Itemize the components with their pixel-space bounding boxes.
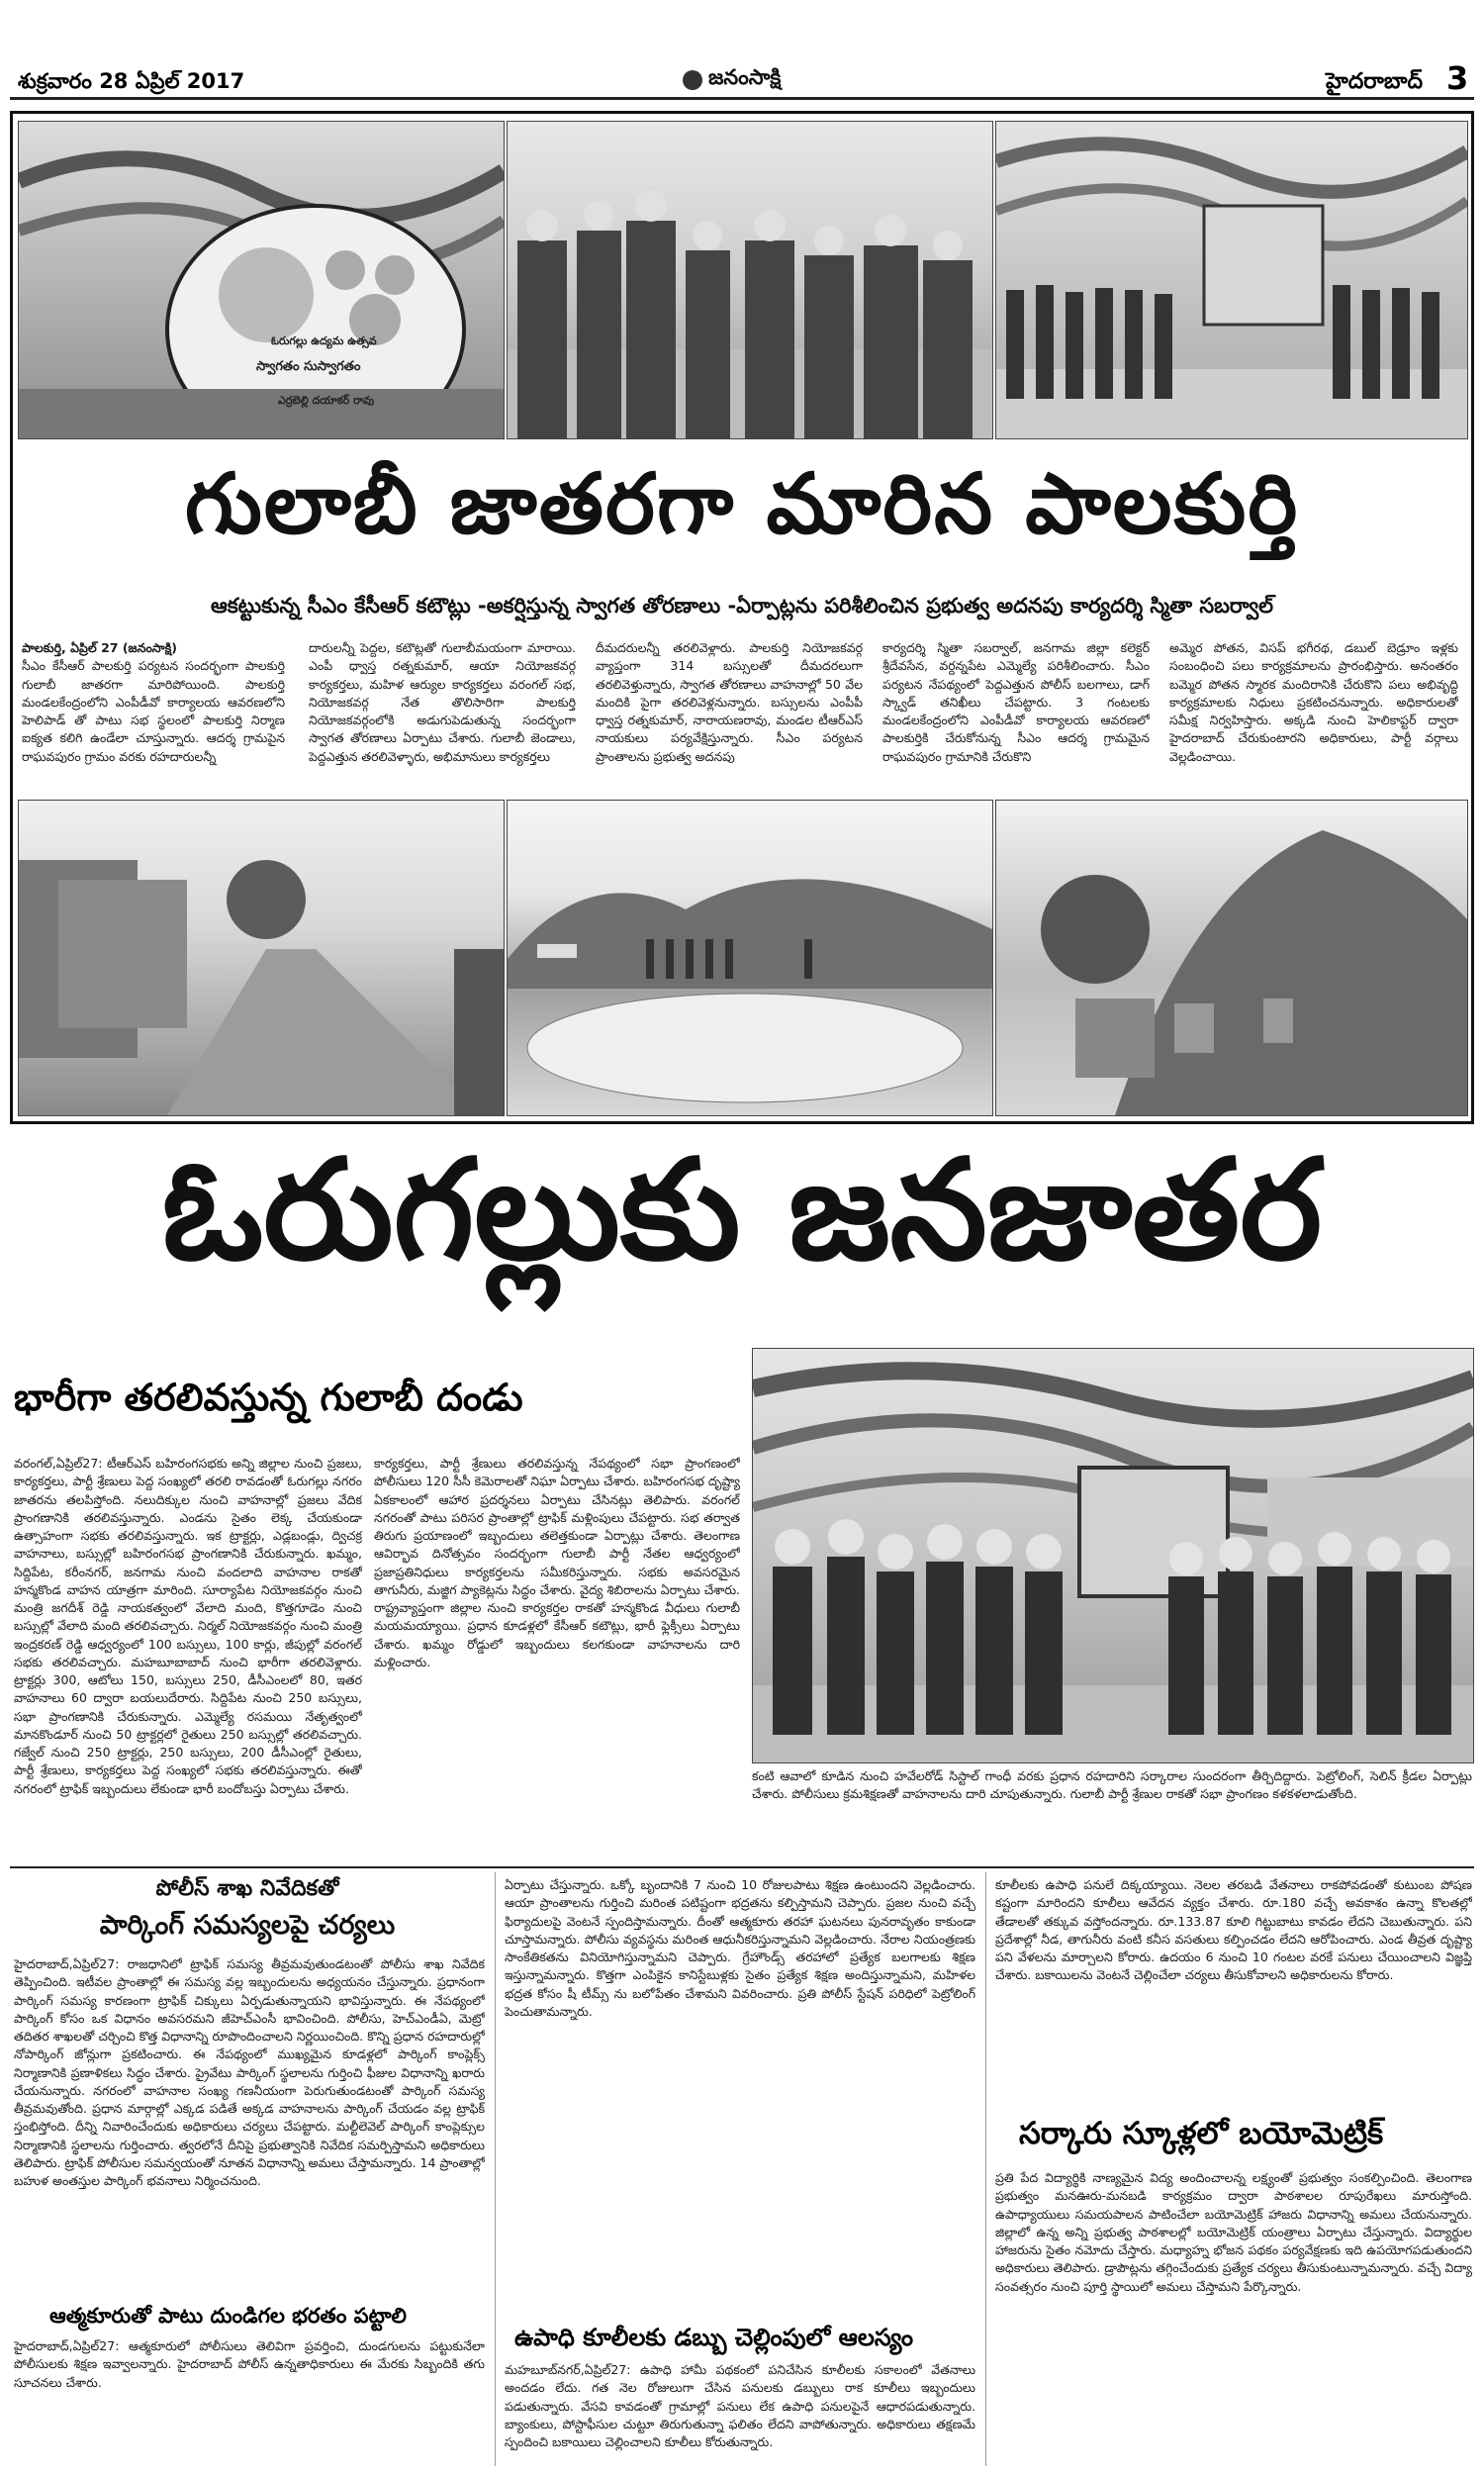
cutout-sign-line2: స్వాగతం సుస్వాగతం bbox=[256, 359, 361, 374]
story3-headline-line1 bbox=[10, 1876, 485, 1906]
hill-illustration bbox=[996, 801, 1467, 1115]
cutout-photo bbox=[18, 121, 505, 439]
story5-headline: సర్కారు స్కూళ్లలో బయోమెట్రిక్ bbox=[1019, 2116, 1384, 2151]
story2-headline-text: ఓరుగల్లుకు జనజాతర bbox=[161, 1130, 1323, 1291]
story1-column-4: కార్యదర్శి స్మితా సబర్వాల్, జనగామ జిల్లా కలెక్టర్ శ్రీదేవసేన, వర్దన్నపేట ఎమ్మెల్యే పరిశీలించారు. సీఎం పర్యటన నేపథ్యంలో పెద్దఎత్తున పోలీస్ బలగాలు, డాగ్ స్క్వాడ్ తనిఖీలు చేపట్టారు. 3 గంటలకు మండలకేంద్రంలోని ఎంపీడీవో కార్యాలయ ఆవరణలో పాలకుర్తికి చేరుకోనున్న సీఎం ఆదర్శ గ్రామమైన రాఘవపురం గ్రామానికి చేరుకొని bbox=[882, 640, 1150, 764]
story2-headline bbox=[0, 1130, 1484, 1291]
hill-photo bbox=[995, 800, 1468, 1116]
story1-dateline: పాలకుర్తి, ఏప్రిల్ 27 (జనంసాక్షి) bbox=[22, 640, 177, 655]
masthead-date: శుక్రవారం 28 ఏప్రిల్ 2017 bbox=[18, 69, 245, 93]
crowd-bus-illustration bbox=[996, 122, 1467, 438]
story5-body: కూలీలకు ఉపాధి పనులే దిక్కయ్యాయి. నెలల తరబడి వేతనాలు రాకపోవడంతో కుటుంబ పోషణ కష్టంగా మారిందని కూలీలు ఆవేదన వ్యక్తం చేశారు. రూ.180 వచ్చే అవకాశం ఉన్నా కొలతల్లో తేడాలతో తక్కువ వస్తోందన్నారు. రూ.133.87 కూలి గిట్టుబాటు కావడం లేదని చెబుతున్నారు. పని ప్రదేశాల్లో నీడ, తాగునీరు వంటి కనీస వసతులు కల్పించడం లేదని ఆరోపించారు. ఎండ తీవ్రత దృష్ట్యా పని వేళలను మార్చాలని కోరారు. ఉదయం 6 నుంచి 10 గంటల వరకే పనులు చేయించాలని విజ్ఞప్తి చేశారు. బకాయిలను వెంటనే చెల్లించేలా చర్యలు తీసుకోవాలని అధికారులను కోరారు. bbox=[995, 1877, 1472, 1983]
column-divider-1 bbox=[495, 1872, 496, 2466]
story3-headline-line1-text: పోలీస్ శాఖ నివేదికతో bbox=[155, 1876, 339, 1901]
story5-sub-body: ప్రతి పేద విద్యార్థికి నాణ్యమైన విద్య అందించాలన్న లక్ష్యంతో ప్రభుత్వం సంకల్పించింది. తెలంగాణ ప్రభుత్వం మనఊరు-మనబడి కార్యక్రమం ద్వారా పాఠశాలల రూపురేఖలు మారుస్తోంది. ఉపాధ్యాయులు సమయపాలన పాటించేలా బయోమెట్రిక్ హాజరు విధానాన్ని అమలు చేయనున్నారు. జిల్లాలో ఉన్న అన్ని ప్రభుత్వ పాఠశాలల్లో బయోమెట్రిక్ యంత్రాలు ఏర్పాటు చేస్తున్నారు. విద్యార్థుల హాజరును సైతం నమోదు చేస్తారు. మధ్యాహ్న భోజన పథకం పర్యవేక్షణకు ఇది ఉపయోగపడుతుందని అధికారులు తెలిపారు. డ్రాపౌట్లను తగ్గించేందుకు ప్రత్యేక చర్యలు తీసుకుంటున్నామన్నారు. వచ్చే విద్యా సంవత్సరం నుంచి పూర్తి స్థాయిలో అమలు చేస్తామని పేర్కొన్నారు. bbox=[995, 2170, 1472, 2294]
masthead-logo bbox=[683, 67, 781, 93]
story2-subhead: భారీగా తరలివస్తున్న గులాబీ దండు bbox=[14, 1376, 523, 1419]
story3-headline-line2-text: పార్కింగ్ సమస్యలపై చర్యలు bbox=[99, 1910, 396, 1941]
masthead-paper-name: జనంసాక్షి bbox=[708, 65, 782, 89]
rally-illustration bbox=[753, 1349, 1473, 1762]
cutout-illustration bbox=[19, 122, 504, 438]
story4-sub-body: మహబూబ్‌నగర్,ఏప్రిల్27: ఉపాధి హామీ పథకంలో పనిచేసిన కూలీలకు సకాలంలో వేతనాలు అందడం లేదు. గత నెల రోజులుగా చేసిన పనులకు డబ్బులు రాక కూలీలు ఇబ్బందులు పడుతున్నారు. వేసవి కావడంతో గ్రామాల్లో పనులు లేక ఉపాధి పనులపైనే ఆధారపడుతున్నారు. బ్యాంకులు, పోస్టాఫీసుల చుట్టూ తిరుగుతున్నా ఫలితం లేదని వాపోతున్నారు. అధికారులు తక్షణమే స్పందించి బకాయిలు చెల్లించాలని కూలీలు కోరుతున్నారు. bbox=[505, 2362, 975, 2449]
crowd-bus-photo bbox=[995, 121, 1468, 439]
helipad-illustration bbox=[508, 801, 992, 1115]
story4-body: ఏర్పాటు చేస్తున్నారు. ఒక్కో బృందానికి 7 నుంచి 10 రోజులపాటు శిక్షణ ఉంటుందని వెల్లడించారు. ఆయా ప్రాంతాలను గుర్తించి మరింత పటిష్టంగా భద్రతను కల్పిస్తామని చెప్పారు. ప్రజల నుంచి వచ్చే ఫిర్యాదులపై వెంటనే స్పందిస్తామన్నారు. దీంతో ఆత్మకూరు తరహా ఘటనలు పునరావృతం కాకుండా చూస్తామన్నారు. పోలీసు వ్యవస్థను మరింత ఆధునీకరిస్తున్నామని వెల్లడించారు. నేరాల నియంత్రణకు సాంకేతికతను వినియోగిస్తున్నామని చెప్పారు. గ్రేహౌండ్స్ తరహాలో ప్రత్యేక బలగాలకు శిక్షణ ఇస్తున్నామన్నారు. కొత్తగా ఎంపికైన కానిస్టేబుళ్లకు సైతం ప్రత్యేక శిక్షణ అందిస్తున్నామని, మహిళల భద్రత కోసం షీ టీమ్స్ ను బలోపేతం చేశామని వివరించారు. ప్రతి పోలీస్ స్టేషన్ పరిధిలో పెట్రోలింగ్ పెంచుతామన్నారు. bbox=[505, 1877, 975, 2019]
masthead-page-number: 3 bbox=[1446, 59, 1469, 97]
cutout-sign-line3: ఎర్రబెల్లి దయాకర్ రావు bbox=[278, 394, 375, 407]
story1-column-3: దీమదరులన్నీ తరలివెళ్లారు. పాలకుర్తి నియోజకవర్గ వ్యాప్తంగా 314 బస్సులతో దీమదరలుగా తరలివెళ్తున్నారు, స్వాగత తోరణాలు వాహనాల్లో 50 వేల మందికి పైగా తరలివెళ్లనున్నారు. బస్సులను ఎంపీపీ ధ్వాస్త రత్నకుమార్, నారాయణరావు, మండల టీఆర్ఎస్ నాయకులు పర్యవేక్షిస్తున్నారు. సీఎం పర్యటన ప్రాంతాలను ప్రభుత్వ అదనపు bbox=[596, 640, 863, 764]
story1-column-2: దారులన్నీ పెద్దల, కటౌట్లతో గులాబీమయంగా మారాయి. ఎంపీ ధ్వాస్త రత్నకుమార్, ఆయా నియోజకవర్గ కార్యకర్తలు, మహిళ ఆర్యుల కార్యకర్తలు వరంగల్ సభ, నియోజకవర్గ నేత తొలిసారిగా పాలకుర్తి నియోజకవర్గంలోకి అడుగుపెడుతున్న సందర్భంగా స్వాగత తోరణాలు ఏర్పాటు చేశారు. గులాబీ జెండాలు, పెద్దఎత్తున తరలివెళ్ళారు, అభిమానులు కార్యకర్తలు bbox=[309, 640, 576, 764]
masthead-rule bbox=[10, 97, 1474, 100]
officials-group-illustration bbox=[508, 122, 992, 438]
road-photo bbox=[18, 800, 505, 1116]
column-divider-2 bbox=[985, 1872, 986, 2466]
story3-sub-headline: ఆత్మకూరుతో పాటు దుండిగల భరతం పట్టాలి bbox=[49, 2304, 407, 2328]
story1-headline-text: గులాబీ జాతరగా మారిన పాలకుర్తి bbox=[184, 455, 1300, 552]
newspaper-logo-icon bbox=[683, 70, 702, 90]
masthead-city: హైదరాబాద్ bbox=[1326, 69, 1423, 94]
masthead bbox=[0, 0, 1484, 99]
story2-rule bbox=[10, 1866, 1474, 1868]
cutout-sign-line1: ఓరుగల్లు ఉద్యమ ఉత్సవ bbox=[271, 334, 377, 347]
road-illustration bbox=[19, 801, 504, 1115]
story3-sub-body: హైదరాబాద్,ఏప్రిల్27: ఆత్మకూరులో పోలీసులు తెలివిగా ప్రవర్తించి, దుండగులను పట్టుకునేలా పోలీసులకు శిక్షణ ఇవ్వాలన్నారు. హైదరాబాద్ పోలీస్ ఉన్నతాధికారులు ఈ మేరకు సిబ్బందికి తగు సూచనలు చేశారు. bbox=[14, 2338, 485, 2390]
story2-photo-caption: కంటి ఆవాలో కూడిన నుంచి హవేలరోడ్ సిస్టాల్ గాంధీ వరకు ప్రధాన రహదారిని సర్కారాల సుందరంగా తీర్చిదిద్దారు. పెట్రోలింగ్, సెలిన్ క్రీడల ఏర్పాట్లు చేశారు. పోలీసులు క్రమశిక్షణతో వాహనాలను దారి చూపుతున్నారు. గులాబీ పార్టీ శ్రేణుల రాకతో సభా ప్రాంగణం కళకళలాడుతోంది. bbox=[752, 1768, 1472, 1802]
story1-column-1 bbox=[22, 639, 285, 793]
story3-headline-line2 bbox=[10, 1910, 485, 1948]
story1-subhead-text: ఆకట్టుకున్న సీఎం కేసీఆర్ కటౌట్లు -అకర్షిస్తున్న స్వాగత తోరణాలు -ఏర్పాట్లను పరిశీలించిన ప్రభుత్వ అదనపు కార్యదర్శి స్మితా సబర్వాల్ bbox=[210, 594, 1274, 618]
story4-headline: ఉపాధి కూలీలకు డబ్బు చెల్లింపులో ఆలస్యం bbox=[514, 2324, 914, 2351]
story1-column-5: అమ్మెర పోతన, విసప్ భగీరథ, డబుల్ బెడ్రూం ఇళ్లకు సంబంధించి పలు కార్యక్రమాలను ప్రారంభిస్తారు. అనంతరం బమ్మెర పోతన స్మారక మందిరానికి చేరుకొని పలు అభివృద్ధి కార్యక్రమాలకు నిధులు ప్రకటించనున్నారు. అధికారులతో సమీక్ష నిర్వహిస్తారు. అక్కడి నుంచి హెలికాప్టర్ ద్వారా హైదరాబాద్ చేరుకుంటారని అధికారులు, పార్టీ వర్గాలు వెల్లడించాయి. bbox=[1169, 640, 1458, 764]
officials-photo bbox=[507, 121, 993, 439]
story1-headline bbox=[10, 455, 1474, 573]
rally-photo bbox=[752, 1348, 1474, 1763]
story2-column-1: వరంగల్,ఏప్రిల్27: టీఆర్ఎస్ బహిరంగసభకు అన్ని జిల్లాల నుంచి ప్రజలు, కార్యకర్తలు, పార్టీ శ్రేణులు పెద్ద సంఖ్యలో తరలి రావడంతో ఓరుగల్లు నగరం జాతరను తలపిస్తోంది. నలుదిక్కుల నుంచి వాహనాల్లో ప్రజలు వేదిక ప్రాంగణానికి తరలివస్తున్నారు. ఎండను సైతం లెక్క చేయకుండా ఉత్సాహంగా సభకు తరలివస్తున్నారు. ఇక ట్రాక్టర్లు, ఎడ్లబండ్లు, ద్విచక్ర వాహనాలు, బస్సుల్లో బహిరంగసభ ప్రాంగణానికి చేరుకున్నారు. ఖమ్మం, సిద్దిపేట, కరీంనగర్, జనగామ నుంచి వందలాది వాహనాల రాకతో హన్మకొండ వాహన యాత్రగా మారింది. సూర్యాపేట నియోజకవర్గం నుంచి మంత్రి జగదీశ్ రెడ్డి నాయకత్వంలో వేలాది మంది, కొత్తగూడెం నుంచి బస్సుల్లో వేలాది మంది తరలివచ్చారు. నిర్మల్ నియోజకవర్గం నుంచి మంత్రి ఇంద్రకరణ్ రెడ్డి ఆధ్వర్యంలో 100 బస్సులు, 100 కార్లు, జీపుల్లో వరంగల్ సభకు తరలివచ్చారు. మహబూబాబాద్ నుంచి భారీగా తరలివెళ్లారు. ట్రాక్టర్లు 300, ఆటోలు 150, బస్సులు 250, డీసీఎంలలో 80, ఇతర వాహనాలు 60 ద్వారా బయలుదేరారు. సిద్దిపేట నుంచి 250 బస్సులు, సభా ప్రాంగణానికి చేరుకున్నారు. ఎమ్మెల్యే రసమయి నేతృత్వంలో మానకొండూర్ నుంచి 50 ట్రాక్టర్లలో రైతులు 250 బస్సుల్లో తరలివచ్చారు. గజ్వేల్ నుంచి 250 ట్రాక్టర్లు, 250 బస్సులు, 200 డీసీఎంల్లో రైతులు, పార్టీ శ్రేణులు, కార్యకర్తలు పెద్ద సంఖ్యలో సభకు తరలివస్తున్నారు. ఈతో నగరంలో ట్రాఫిక్ ఇబ్బందులు లేకుండా భారీ బందోబస్తు ఏర్పాటు చేశారు. bbox=[14, 1456, 362, 1796]
story2-column-2: కార్యకర్తలు, పార్టీ శ్రేణులు తరలివస్తున్న నేపథ్యంలో సభా ప్రాంగణంలో పోలీసులు 120 సీసీ కెమెరాలతో నిఘా ఏర్పాటు చేశారు. బహిరంగసభ దృష్ట్యా ఏకకాలంలో ఆహార ప్రదర్శనలు ఏర్పాటు చేసినట్లు తెలిపారు. వరంగల్ నగరంతో పాటు పరిసర ప్రాంతాల్లో ట్రాఫిక్ మళ్లింపులు చేపట్టారు. సభ తర్వాత తిరుగు ప్రయాణంలో ఇబ్బందులు తలెత్తకుండా ఏర్పాట్లు చేశారు. తెలంగాణ ఆవిర్భావ దినోత్సవం సందర్భంగా గులాబీ పార్టీ నేతల ఆధ్వర్యంలో ప్రజాప్రతినిధులు కార్యకర్తలను సమీకరిస్తున్నారు. సభకు అవసరమైన తాగునీరు, మజ్జిగ ప్యాకెట్లను సిద్ధం చేశారు. వైద్య శిబిరాలను ఏర్పాటు చేశారు. రాష్ట్రవ్యాప్తంగా జిల్లాల నుంచి కార్యకర్తల రాకతో హన్మకొండ వీధులు గులాబీ మయమయ్యాయి. ప్రధాన కూడళ్లలో కేసీఆర్ కటౌట్లు, భారీ ఫ్లెక్సీలు ఏర్పాటు చేశారు. ఖమ్మం రోడ్డులో ఇబ్బందులు కలగకుండా వాహనాలను దారి మళ్లించారు. bbox=[374, 1456, 740, 1669]
story3-body: హైదరాబాద్,ఏప్రిల్27: రాజధానిలో ట్రాఫిక్ సమస్య తీవ్రమవుతుండటంతో పోలీసు శాఖ నివేదిక తెప్పించింది. ఇటీవల ప్రాంతాల్లో ఈ సమస్య వల్ల ఇబ్బందులను అధ్యయనం చేస్తున్నారు. ప్రధానంగా పార్కింగ్ సమస్య కారణంగా ట్రాఫిక్ చిక్కులు ఏర్పడుతున్నాయని భావిస్తున్నారు. ఈ నేపథ్యంలో పార్కింగ్ కోసం ఒక విధానం అవసరమని జీహెచ్ఎంసీ భావించింది. పోలీసు, హెచ్ఎండీఏ, మెట్రో తదితర శాఖలతో చర్చించి కొత్త విధానాన్ని రూపొందించాలని నిర్ణయించింది. కొన్ని ప్రధాన రహదారుల్లో నోపార్కింగ్ జోన్లుగా ప్రకటించారు. ఈ నేపథ్యంలో ముఖ్యమైన కూడళ్లలో పార్కింగ్ కాంప్లెక్స్ నిర్మాణానికి ప్రణాళికలు సిద్ధం చేశారు. ప్రైవేటు పార్కింగ్ స్థలాలను గుర్తించి ఫీజుల విధానాన్ని ఖరారు చేయనున్నారు. నగరంలో వాహనాల సంఖ్య గణనీయంగా పెరుగుతుండటంతో పార్కింగ్ సమస్య తీవ్రమవుతోంది. ప్రధాన మార్గాల్లో ఎక్కడ పడితే అక్కడ వాహనాలను పార్కింగ్ చేయడం వల్ల ట్రాఫిక్ స్తంభిస్తోంది. దీన్ని నివారించేందుకు అధికారులు చర్యలు చేపట్టారు. మల్టీలెవెల్ పార్కింగ్ కాంప్లెక్సుల నిర్మాణానికి స్థలాలను గుర్తించారు. త్వరలోనే దీనిపై ప్రభుత్వానికి నివేదిక సమర్పిస్తామని అధికారులు తెలిపారు. ట్రాఫిక్ పోలీసుల సమన్వయంతో నూతన విధానాన్ని అమలు చేస్తామన్నారు. 14 ప్రాంతాల్లో బహుళ అంతస్తుల పార్కింగ్ భవనాలు నిర్మించనుంది. bbox=[14, 1956, 485, 2188]
helipad-photo bbox=[507, 800, 993, 1116]
story1-subhead bbox=[20, 594, 1464, 623]
story1-column-1-text: సీఎం కేసీఆర్ పాలకుర్తి పర్యటన సందర్భంగా పాలకుర్తి గులాబీ జాతరగా మారిపోయింది. పాలకుర్తి మండలకేంద్రంలోని ఎంపీడీవో కార్యాలయ ఆవరణలోని హెలిపాడ్ తో పాటు సభ స్థలంలో పాలకుర్తి నిర్మాణ ఐక్యత కలిగి ఉండేలా చూస్తున్నారు. ఆదర్శ గ్రామపైన రాఘవపురం గ్రామం వరకు రహదారులన్నీ bbox=[22, 658, 285, 764]
